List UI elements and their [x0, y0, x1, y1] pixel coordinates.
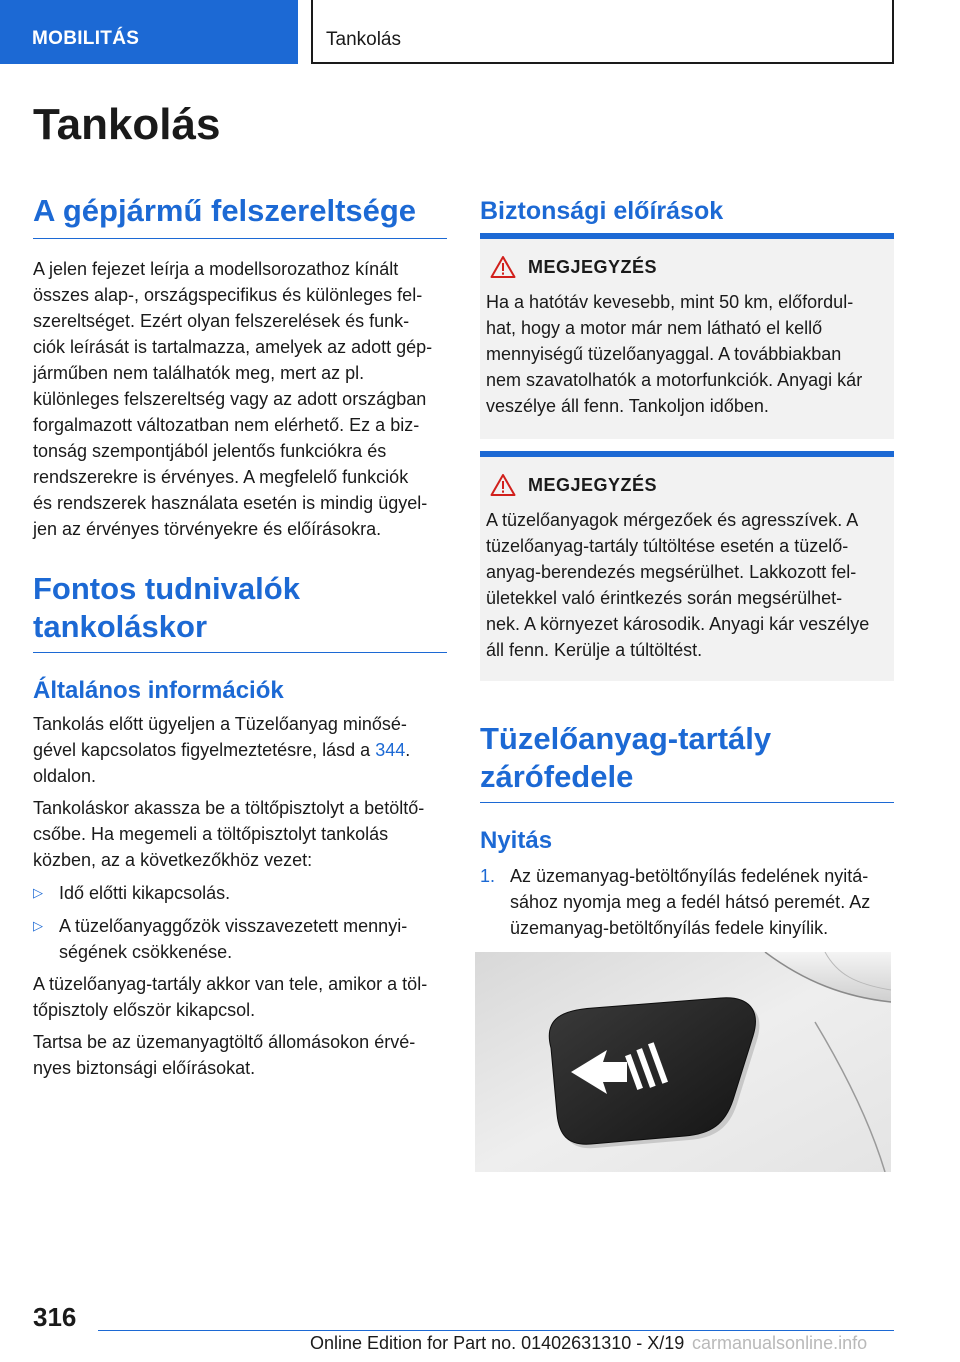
- edition-text: Online Edition for Part no. 01402631310 - X/19: [310, 1333, 685, 1353]
- list-item: [33, 880, 447, 906]
- page-link[interactable]: 344: [375, 740, 406, 760]
- bullet-list: [33, 880, 447, 965]
- numbered-step: [480, 863, 894, 941]
- paragraph: [33, 711, 447, 789]
- text-line: Ha a hatótáv kevesebb, mint 50 km, előfordul-: [486, 292, 854, 312]
- text-line: Tankoláskor akassza be a töltőpisztolyt a betöltő-: [33, 798, 425, 818]
- triangle-bullet-icon: ▷: [33, 885, 43, 900]
- heading-rule: [33, 238, 447, 239]
- equipment-section: [33, 192, 447, 542]
- text-line: Tartsa be az üzemanyagtöltő állomásokon érvé-: [33, 1032, 416, 1052]
- note-body: [486, 507, 884, 663]
- text-line: A tüzelőanyaggőzök visszavezetett mennyi-: [59, 916, 408, 936]
- text-line: különleges felszereltség vagy az adott országban: [33, 389, 427, 409]
- note-title: MEGJEGYZÉS: [528, 256, 658, 277]
- text-line: ületekkel való érintkezés során megsérülhet-: [486, 588, 843, 608]
- text-line: hat, hogy a motor már nem látható el kellő: [486, 318, 823, 338]
- safety-heading: Biztonsági előírások: [480, 197, 724, 225]
- warning-triangle-icon: [490, 255, 516, 279]
- fuel-flap-section: [480, 720, 894, 941]
- heading-rule: [33, 652, 447, 653]
- text-line: Tankolás előtt ügyeljen a Tüzelőanyag minősé-: [33, 714, 407, 734]
- heading-line: zárófedele: [480, 759, 634, 794]
- warning-note: [480, 451, 894, 681]
- text-line: Az üzemanyag-betöltőnyílás fedelének nyitá-: [510, 866, 869, 886]
- text-line: szereltséget. Ezért olyan felszerelések és funk-: [33, 311, 410, 331]
- warning-triangle-icon: [490, 473, 516, 497]
- fuel-flap-illustration: [475, 952, 891, 1172]
- text-line: [33, 737, 447, 763]
- text-line: rendszerekre is érvényes. A megfelelő funkciók: [33, 467, 409, 487]
- text-line: A tüzelőanyagok mérgezőek és agresszívek. A: [486, 510, 859, 530]
- text-line: tonság szempontjából jelentős funkciókra és: [33, 441, 387, 461]
- text-line: ciók leírását is tartalmazza, amelyek az adott gép-: [33, 337, 433, 357]
- step-number: 1.: [480, 866, 496, 886]
- text-line: ségének csökkenése.: [59, 942, 233, 962]
- fuel-flap-heading: [480, 720, 894, 796]
- section-tab: [0, 0, 298, 64]
- text-line: és rendszerek használata esetén is mindig ügyel-: [33, 493, 428, 513]
- text-line: A jelen fejezet leírja a modellsorozathoz kínált: [33, 259, 399, 279]
- text-line: mennyiségű tüzelőanyaggal. A továbbiakban: [486, 344, 842, 364]
- footer-rule: [98, 1330, 894, 1331]
- paragraph: [33, 971, 447, 1023]
- important-section: [33, 570, 447, 1081]
- text-span: gével kapcsolatos figyelmeztetésre, lásd a: [33, 740, 376, 760]
- paragraph: [33, 1029, 447, 1081]
- text-line: üzemanyag-betöltőnyílás fedele kinyílik.: [510, 918, 829, 938]
- paragraph: [33, 795, 447, 873]
- note-title: MEGJEGYZÉS: [528, 474, 658, 495]
- text-line: tőpisztoly először kikapcsol.: [33, 1000, 256, 1020]
- text-line: sához nyomja meg a fedél hátsó peremét. Az: [510, 892, 871, 912]
- text-line: közben, az a következőkhöz vezet:: [33, 850, 313, 870]
- page-title: Tankolás: [33, 100, 221, 149]
- equipment-heading: A gépjármű felszereltsége: [33, 193, 417, 228]
- text-line: A tüzelőanyag-tartály akkor van tele, amikor a töl-: [33, 974, 428, 994]
- chapter-header: [312, 0, 894, 64]
- text-line: nyes biztonsági előírásokat.: [33, 1058, 256, 1078]
- note-header: [490, 473, 657, 497]
- important-heading: [33, 570, 447, 646]
- chapter-label: Tankolás: [326, 29, 401, 50]
- text-line: tüzelőanyag-tartály túltöltése esetén a tüzelő-: [486, 536, 849, 556]
- triangle-bullet-icon: ▷: [33, 918, 43, 933]
- heading-line: Tüzelőanyag-tartály: [480, 721, 772, 756]
- text-line: áll fenn. Kerülje a túltöltést.: [486, 640, 703, 660]
- text-line: összes alap-, országspecifikus és különleges fel-: [33, 285, 423, 305]
- text-line: jen az érvényes törvényekre és előírásokra.: [33, 519, 382, 539]
- text-span: .: [405, 740, 411, 760]
- section-tab-label: MOBILITÁS: [32, 28, 140, 49]
- text-line: járműben nem találhatók meg, mert az pl.: [33, 363, 365, 383]
- text-line: oldalon.: [33, 766, 97, 786]
- note-header: [490, 255, 657, 279]
- list-item: [33, 913, 447, 965]
- text-line: csőbe. Ha megemeli a töltőpisztolyt tankolás: [33, 824, 389, 844]
- heading-line: Fontos tudnivalók: [33, 571, 300, 606]
- opening-heading: Nyitás: [480, 827, 553, 854]
- page-number: 316: [33, 1302, 77, 1332]
- text-line: anyag-berendezés megsérülhet. Lakkozott fel-: [486, 562, 857, 582]
- text-line: veszélye áll fenn. Tankoljon időben.: [486, 396, 769, 416]
- fuel-flap-drawing: [475, 952, 891, 1172]
- text-line: nem szavatolhatók a motorfunkciók. Anyagi kár: [486, 370, 863, 390]
- watermark: carmanualsonline.info: [692, 1333, 868, 1353]
- general-info-heading: Általános információk: [33, 677, 284, 704]
- heading-rule: [480, 802, 894, 803]
- note-body: [486, 289, 884, 419]
- warning-note: [480, 233, 894, 439]
- text-line: Idő előtti kikapcsolás.: [59, 883, 231, 903]
- text-line: nek. A környezet károsodik. Anyagi kár veszélye: [486, 614, 870, 634]
- heading-line: tankoláskor: [33, 609, 208, 644]
- equipment-paragraph: [33, 256, 447, 542]
- text-line: forgalmazott változatban nem elérhető. Ez a biz-: [33, 415, 420, 435]
